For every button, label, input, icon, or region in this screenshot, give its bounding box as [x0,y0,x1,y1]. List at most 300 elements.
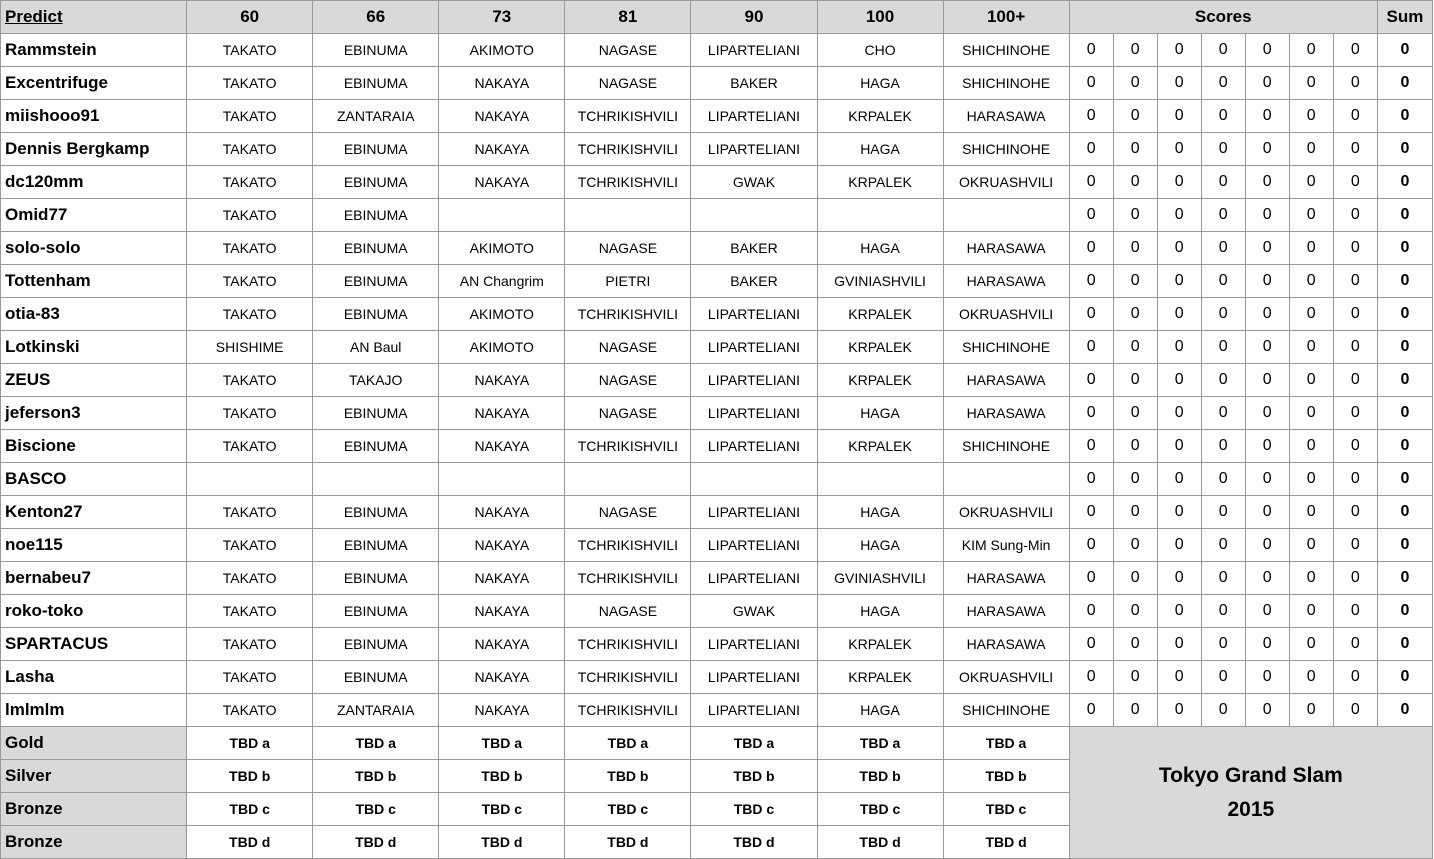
score-cell[interactable]: 0 [1201,364,1245,397]
score-cell[interactable]: 0 [1201,397,1245,430]
player-name[interactable]: Dennis Bergkamp [1,133,187,166]
medal-result-cell[interactable]: TBD a [439,727,565,760]
score-cell[interactable]: 0 [1113,364,1157,397]
sum-cell[interactable]: 0 [1377,628,1432,661]
score-cell[interactable]: 0 [1201,199,1245,232]
prediction-cell[interactable]: EBINUMA [313,397,439,430]
prediction-cell[interactable]: AKIMOTO [439,34,565,67]
medal-result-cell[interactable]: TBD b [565,760,691,793]
score-cell[interactable]: 0 [1245,100,1289,133]
prediction-cell[interactable]: HARASAWA [943,595,1069,628]
prediction-cell[interactable]: LIPARTELIANI [691,694,817,727]
medal-label[interactable]: Silver [1,760,187,793]
score-cell[interactable]: 0 [1333,232,1377,265]
prediction-cell[interactable]: TCHRIKISHVILI [565,430,691,463]
score-cell[interactable]: 0 [1289,529,1333,562]
score-cell[interactable]: 0 [1289,166,1333,199]
prediction-cell[interactable] [943,463,1069,496]
score-cell[interactable]: 0 [1069,298,1113,331]
prediction-cell[interactable] [187,463,313,496]
score-cell[interactable]: 0 [1069,331,1113,364]
prediction-cell[interactable]: HAGA [817,595,943,628]
prediction-cell[interactable]: EBINUMA [313,628,439,661]
prediction-cell[interactable]: EBINUMA [313,265,439,298]
sum-cell[interactable]: 0 [1377,232,1432,265]
player-name[interactable]: Lasha [1,661,187,694]
sum-cell[interactable]: 0 [1377,199,1432,232]
prediction-cell[interactable]: GWAK [691,595,817,628]
score-cell[interactable]: 0 [1157,430,1201,463]
prediction-cell[interactable]: NAKAYA [439,133,565,166]
prediction-cell[interactable]: LIPARTELIANI [691,100,817,133]
score-cell[interactable]: 0 [1289,628,1333,661]
score-cell[interactable]: 0 [1333,364,1377,397]
score-cell[interactable]: 0 [1289,595,1333,628]
score-cell[interactable]: 0 [1069,100,1113,133]
score-cell[interactable]: 0 [1245,562,1289,595]
prediction-cell[interactable]: NAKAYA [439,166,565,199]
prediction-cell[interactable]: NAKAYA [439,364,565,397]
player-name[interactable]: roko-toko [1,595,187,628]
score-cell[interactable]: 0 [1201,529,1245,562]
prediction-cell[interactable]: NAGASE [565,232,691,265]
score-cell[interactable]: 0 [1333,463,1377,496]
score-cell[interactable]: 0 [1289,265,1333,298]
score-cell[interactable]: 0 [1289,34,1333,67]
medal-result-cell[interactable]: TBD a [313,727,439,760]
score-cell[interactable]: 0 [1201,133,1245,166]
score-cell[interactable]: 0 [1245,595,1289,628]
prediction-cell[interactable]: EBINUMA [313,34,439,67]
medal-result-cell[interactable]: TBD c [565,793,691,826]
prediction-cell[interactable]: NAKAYA [439,595,565,628]
medal-result-cell[interactable]: TBD d [439,826,565,859]
score-cell[interactable]: 0 [1201,331,1245,364]
prediction-cell[interactable]: ZANTARAIA [313,694,439,727]
score-cell[interactable]: 0 [1333,694,1377,727]
prediction-cell[interactable]: HARASAWA [943,100,1069,133]
score-cell[interactable]: 0 [1069,628,1113,661]
prediction-cell[interactable]: NAKAYA [439,67,565,100]
score-cell[interactable]: 0 [1069,463,1113,496]
prediction-cell[interactable]: NAGASE [565,67,691,100]
score-cell[interactable]: 0 [1069,67,1113,100]
sum-cell[interactable]: 0 [1377,397,1432,430]
score-cell[interactable]: 0 [1113,562,1157,595]
prediction-cell[interactable]: NAGASE [565,331,691,364]
prediction-cell[interactable]: LIPARTELIANI [691,628,817,661]
prediction-cell[interactable]: LIPARTELIANI [691,364,817,397]
prediction-cell[interactable] [691,463,817,496]
score-cell[interactable]: 0 [1289,694,1333,727]
prediction-cell[interactable]: TAKATO [187,232,313,265]
prediction-cell[interactable]: SHICHINOHE [943,430,1069,463]
score-cell[interactable]: 0 [1289,364,1333,397]
medal-label[interactable]: Gold [1,727,187,760]
prediction-cell[interactable]: EBINUMA [313,496,439,529]
score-cell[interactable]: 0 [1245,298,1289,331]
score-cell[interactable]: 0 [1113,694,1157,727]
score-cell[interactable]: 0 [1245,397,1289,430]
score-cell[interactable]: 0 [1245,661,1289,694]
medal-result-cell[interactable]: TBD a [691,727,817,760]
sum-cell[interactable]: 0 [1377,496,1432,529]
prediction-cell[interactable]: OKRUASHVILI [943,166,1069,199]
score-cell[interactable]: 0 [1157,199,1201,232]
prediction-cell[interactable]: AN Baul [313,331,439,364]
prediction-cell[interactable]: EBINUMA [313,529,439,562]
score-cell[interactable]: 0 [1157,331,1201,364]
medal-result-cell[interactable]: TBD c [439,793,565,826]
player-name[interactable]: dc120mm [1,166,187,199]
prediction-cell[interactable]: NAGASE [565,595,691,628]
score-cell[interactable]: 0 [1113,265,1157,298]
medal-result-cell[interactable]: TBD b [313,760,439,793]
prediction-cell[interactable]: NAKAYA [439,562,565,595]
score-cell[interactable]: 0 [1157,265,1201,298]
score-cell[interactable]: 0 [1157,166,1201,199]
prediction-cell[interactable]: BAKER [691,232,817,265]
score-cell[interactable]: 0 [1289,67,1333,100]
prediction-cell[interactable]: LIPARTELIANI [691,496,817,529]
prediction-cell[interactable]: SHICHINOHE [943,694,1069,727]
player-name[interactable]: Omid77 [1,199,187,232]
medal-result-cell[interactable]: TBD d [313,826,439,859]
score-cell[interactable]: 0 [1333,661,1377,694]
prediction-cell[interactable]: KRPALEK [817,430,943,463]
medal-result-cell[interactable]: TBD d [691,826,817,859]
prediction-cell[interactable]: EBINUMA [313,595,439,628]
prediction-cell[interactable]: LIPARTELIANI [691,529,817,562]
player-name[interactable]: Lotkinski [1,331,187,364]
medal-result-cell[interactable]: TBD b [439,760,565,793]
player-name[interactable]: Biscione [1,430,187,463]
sum-cell[interactable]: 0 [1377,694,1432,727]
prediction-cell[interactable]: ZANTARAIA [313,100,439,133]
prediction-cell[interactable]: TCHRIKISHVILI [565,166,691,199]
medal-result-cell[interactable]: TBD a [565,727,691,760]
score-cell[interactable]: 0 [1157,529,1201,562]
player-name[interactable]: miishooo91 [1,100,187,133]
prediction-cell[interactable]: HAGA [817,133,943,166]
prediction-cell[interactable]: GWAK [691,166,817,199]
prediction-cell[interactable] [439,199,565,232]
prediction-cell[interactable]: KRPALEK [817,628,943,661]
score-cell[interactable]: 0 [1157,496,1201,529]
prediction-cell[interactable]: TAKATO [187,661,313,694]
score-cell[interactable]: 0 [1245,496,1289,529]
medal-result-cell[interactable]: TBD d [187,826,313,859]
prediction-cell[interactable]: LIPARTELIANI [691,133,817,166]
score-cell[interactable]: 0 [1069,595,1113,628]
prediction-cell[interactable]: TCHRIKISHVILI [565,133,691,166]
prediction-cell[interactable]: TCHRIKISHVILI [565,661,691,694]
player-name[interactable]: bernabeu7 [1,562,187,595]
score-cell[interactable]: 0 [1201,34,1245,67]
prediction-cell[interactable] [691,199,817,232]
score-cell[interactable]: 0 [1069,529,1113,562]
score-cell[interactable]: 0 [1069,430,1113,463]
prediction-cell[interactable]: SHISHIME [187,331,313,364]
score-cell[interactable]: 0 [1333,397,1377,430]
prediction-cell[interactable]: TAKAJO [313,364,439,397]
score-cell[interactable]: 0 [1113,331,1157,364]
score-cell[interactable]: 0 [1113,430,1157,463]
sum-cell[interactable]: 0 [1377,298,1432,331]
score-cell[interactable]: 0 [1245,331,1289,364]
medal-result-cell[interactable]: TBD d [943,826,1069,859]
prediction-cell[interactable]: HAGA [817,694,943,727]
score-cell[interactable]: 0 [1201,562,1245,595]
score-cell[interactable]: 0 [1069,661,1113,694]
prediction-cell[interactable]: NAKAYA [439,628,565,661]
prediction-cell[interactable]: HARASAWA [943,232,1069,265]
score-cell[interactable]: 0 [1201,430,1245,463]
prediction-cell[interactable]: AKIMOTO [439,232,565,265]
prediction-cell[interactable]: SHICHINOHE [943,34,1069,67]
score-cell[interactable]: 0 [1245,430,1289,463]
score-cell[interactable]: 0 [1113,463,1157,496]
score-cell[interactable]: 0 [1289,496,1333,529]
prediction-cell[interactable]: OKRUASHVILI [943,496,1069,529]
prediction-cell[interactable]: AKIMOTO [439,331,565,364]
prediction-cell[interactable]: TAKATO [187,595,313,628]
prediction-cell[interactable]: TCHRIKISHVILI [565,100,691,133]
score-cell[interactable]: 0 [1333,628,1377,661]
prediction-cell[interactable]: NAKAYA [439,496,565,529]
prediction-cell[interactable]: PIETRI [565,265,691,298]
prediction-cell[interactable]: NAGASE [565,496,691,529]
score-cell[interactable]: 0 [1113,298,1157,331]
player-name[interactable]: solo-solo [1,232,187,265]
score-cell[interactable]: 0 [1113,100,1157,133]
sum-cell[interactable]: 0 [1377,100,1432,133]
sum-cell[interactable]: 0 [1377,364,1432,397]
score-cell[interactable]: 0 [1201,694,1245,727]
score-cell[interactable]: 0 [1157,67,1201,100]
sum-cell[interactable]: 0 [1377,595,1432,628]
score-cell[interactable]: 0 [1245,67,1289,100]
score-cell[interactable]: 0 [1201,232,1245,265]
score-cell[interactable]: 0 [1201,661,1245,694]
prediction-cell[interactable]: TCHRIKISHVILI [565,694,691,727]
prediction-cell[interactable]: TAKATO [187,199,313,232]
prediction-cell[interactable]: OKRUASHVILI [943,298,1069,331]
score-cell[interactable]: 0 [1113,496,1157,529]
prediction-cell[interactable]: SHICHINOHE [943,331,1069,364]
prediction-cell[interactable]: TAKATO [187,694,313,727]
score-cell[interactable]: 0 [1245,694,1289,727]
prediction-cell[interactable] [817,199,943,232]
prediction-cell[interactable]: TAKATO [187,496,313,529]
prediction-cell[interactable]: HAGA [817,232,943,265]
prediction-cell[interactable]: LIPARTELIANI [691,562,817,595]
player-name[interactable]: SPARTACUS [1,628,187,661]
score-cell[interactable]: 0 [1069,166,1113,199]
score-cell[interactable]: 0 [1245,265,1289,298]
sum-cell[interactable]: 0 [1377,463,1432,496]
score-cell[interactable]: 0 [1289,463,1333,496]
player-name[interactable]: BASCO [1,463,187,496]
prediction-cell[interactable]: TAKATO [187,34,313,67]
prediction-cell[interactable] [313,463,439,496]
score-cell[interactable]: 0 [1333,133,1377,166]
score-cell[interactable]: 0 [1333,100,1377,133]
prediction-cell[interactable]: NAGASE [565,397,691,430]
prediction-cell[interactable]: TAKATO [187,562,313,595]
medal-result-cell[interactable]: TBD a [943,727,1069,760]
player-name[interactable]: Rammstein [1,34,187,67]
score-cell[interactable]: 0 [1069,496,1113,529]
score-cell[interactable]: 0 [1201,595,1245,628]
score-cell[interactable]: 0 [1201,496,1245,529]
prediction-cell[interactable]: EBINUMA [313,232,439,265]
score-cell[interactable]: 0 [1157,100,1201,133]
score-cell[interactable]: 0 [1069,364,1113,397]
prediction-cell[interactable]: NAKAYA [439,694,565,727]
prediction-cell[interactable]: GVINIASHVILI [817,265,943,298]
prediction-cell[interactable]: HARASAWA [943,265,1069,298]
prediction-cell[interactable]: HAGA [817,496,943,529]
prediction-cell[interactable]: KRPALEK [817,661,943,694]
score-cell[interactable]: 0 [1289,199,1333,232]
score-cell[interactable]: 0 [1201,67,1245,100]
prediction-cell[interactable]: TAKATO [187,67,313,100]
medal-result-cell[interactable]: TBD c [313,793,439,826]
score-cell[interactable]: 0 [1333,298,1377,331]
score-cell[interactable]: 0 [1333,496,1377,529]
prediction-cell[interactable]: KRPALEK [817,364,943,397]
prediction-cell[interactable]: TCHRIKISHVILI [565,298,691,331]
score-cell[interactable]: 0 [1333,529,1377,562]
prediction-cell[interactable]: TCHRIKISHVILI [565,529,691,562]
prediction-cell[interactable]: TAKATO [187,166,313,199]
score-cell[interactable]: 0 [1333,430,1377,463]
player-name[interactable]: Excentrifuge [1,67,187,100]
score-cell[interactable]: 0 [1333,265,1377,298]
score-cell[interactable]: 0 [1069,34,1113,67]
score-cell[interactable]: 0 [1289,100,1333,133]
score-cell[interactable]: 0 [1201,463,1245,496]
score-cell[interactable]: 0 [1245,166,1289,199]
score-cell[interactable]: 0 [1289,562,1333,595]
score-cell[interactable]: 0 [1113,232,1157,265]
medal-result-cell[interactable]: TBD a [817,727,943,760]
player-name[interactable]: jeferson3 [1,397,187,430]
prediction-cell[interactable]: TAKATO [187,529,313,562]
sum-cell[interactable]: 0 [1377,430,1432,463]
prediction-cell[interactable]: TCHRIKISHVILI [565,628,691,661]
score-cell[interactable]: 0 [1157,364,1201,397]
score-cell[interactable]: 0 [1201,166,1245,199]
score-cell[interactable]: 0 [1289,397,1333,430]
score-cell[interactable]: 0 [1245,133,1289,166]
prediction-cell[interactable]: HARASAWA [943,562,1069,595]
score-cell[interactable]: 0 [1113,595,1157,628]
sum-cell[interactable]: 0 [1377,529,1432,562]
medal-result-cell[interactable]: TBD d [817,826,943,859]
sum-cell[interactable]: 0 [1377,34,1432,67]
score-cell[interactable]: 0 [1157,661,1201,694]
prediction-cell[interactable]: TAKATO [187,298,313,331]
score-cell[interactable]: 0 [1289,661,1333,694]
score-cell[interactable]: 0 [1157,133,1201,166]
score-cell[interactable]: 0 [1157,562,1201,595]
medal-result-cell[interactable]: TBD c [817,793,943,826]
prediction-cell[interactable]: LIPARTELIANI [691,397,817,430]
prediction-cell[interactable]: BAKER [691,67,817,100]
prediction-cell[interactable]: HAGA [817,529,943,562]
prediction-cell[interactable]: TAKATO [187,265,313,298]
prediction-cell[interactable]: HARASAWA [943,397,1069,430]
prediction-cell[interactable]: LIPARTELIANI [691,430,817,463]
prediction-cell[interactable]: EBINUMA [313,133,439,166]
sum-cell[interactable]: 0 [1377,265,1432,298]
prediction-cell[interactable]: BAKER [691,265,817,298]
score-cell[interactable]: 0 [1201,265,1245,298]
score-cell[interactable]: 0 [1289,232,1333,265]
prediction-cell[interactable]: NAKAYA [439,661,565,694]
prediction-cell[interactable]: AKIMOTO [439,298,565,331]
score-cell[interactable]: 0 [1069,199,1113,232]
score-cell[interactable]: 0 [1333,199,1377,232]
score-cell[interactable]: 0 [1069,562,1113,595]
player-name[interactable]: Kenton27 [1,496,187,529]
prediction-cell[interactable] [817,463,943,496]
prediction-cell[interactable]: EBINUMA [313,199,439,232]
score-cell[interactable]: 0 [1157,397,1201,430]
prediction-cell[interactable]: EBINUMA [313,562,439,595]
score-cell[interactable]: 0 [1157,694,1201,727]
score-cell[interactable]: 0 [1113,661,1157,694]
prediction-cell[interactable]: HARASAWA [943,628,1069,661]
prediction-cell[interactable]: TCHRIKISHVILI [565,562,691,595]
prediction-cell[interactable]: KIM Sung-Min [943,529,1069,562]
player-name[interactable]: noe115 [1,529,187,562]
prediction-cell[interactable]: NAKAYA [439,100,565,133]
prediction-cell[interactable]: EBINUMA [313,430,439,463]
medal-label[interactable]: Bronze [1,826,187,859]
score-cell[interactable]: 0 [1333,331,1377,364]
prediction-cell[interactable] [943,199,1069,232]
score-cell[interactable]: 0 [1333,595,1377,628]
prediction-cell[interactable]: NAKAYA [439,397,565,430]
prediction-cell[interactable]: KRPALEK [817,298,943,331]
prediction-cell[interactable]: LIPARTELIANI [691,34,817,67]
score-cell[interactable]: 0 [1113,34,1157,67]
sum-cell[interactable]: 0 [1377,67,1432,100]
prediction-cell[interactable]: NAKAYA [439,430,565,463]
prediction-cell[interactable]: HARASAWA [943,364,1069,397]
score-cell[interactable]: 0 [1157,595,1201,628]
prediction-cell[interactable]: HAGA [817,67,943,100]
sum-cell[interactable]: 0 [1377,166,1432,199]
score-cell[interactable]: 0 [1245,628,1289,661]
score-cell[interactable]: 0 [1245,34,1289,67]
prediction-cell[interactable] [565,199,691,232]
score-cell[interactable]: 0 [1113,199,1157,232]
prediction-cell[interactable]: TAKATO [187,397,313,430]
score-cell[interactable]: 0 [1157,463,1201,496]
score-cell[interactable]: 0 [1069,265,1113,298]
score-cell[interactable]: 0 [1113,166,1157,199]
score-cell[interactable]: 0 [1333,562,1377,595]
medal-result-cell[interactable]: TBD c [187,793,313,826]
medal-result-cell[interactable]: TBD a [187,727,313,760]
score-cell[interactable]: 0 [1289,133,1333,166]
score-cell[interactable]: 0 [1201,298,1245,331]
score-cell[interactable]: 0 [1157,34,1201,67]
